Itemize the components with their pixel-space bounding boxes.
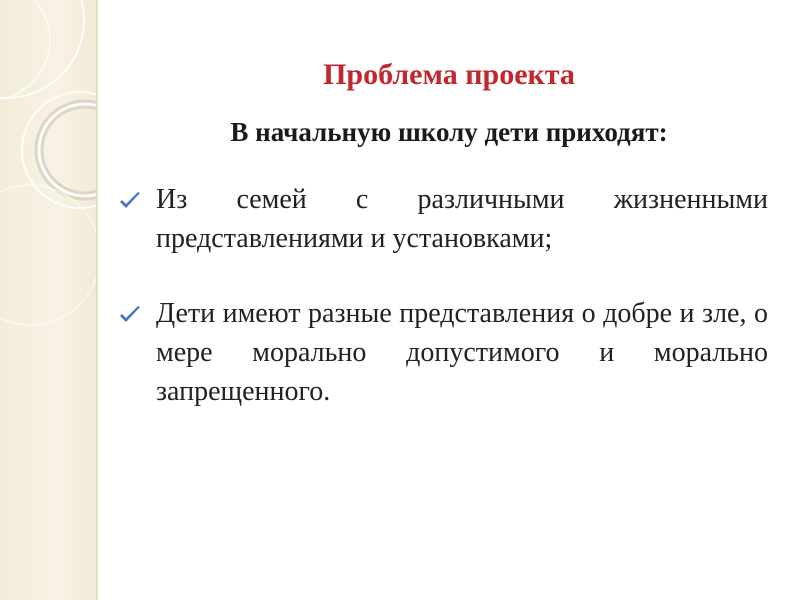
bullet-item [118,180,768,258]
slide-subtitle: В начальную школу дети приходят: [230,117,668,147]
slide-title: Проблема проекта [323,58,575,91]
decorative-side-panel [0,0,96,600]
decorative-rings [0,0,96,600]
bullet-text: Из семей с различными жизненными представлениями и установками; [156,184,768,254]
check-icon [118,190,142,212]
check-icon [118,304,142,326]
bullet-text: Дети имеют разные представления о добре и зле, о мере морально допустимого и морально запрещенного. [156,298,768,407]
bullet-item [118,294,768,411]
bullet-list [118,180,768,447]
